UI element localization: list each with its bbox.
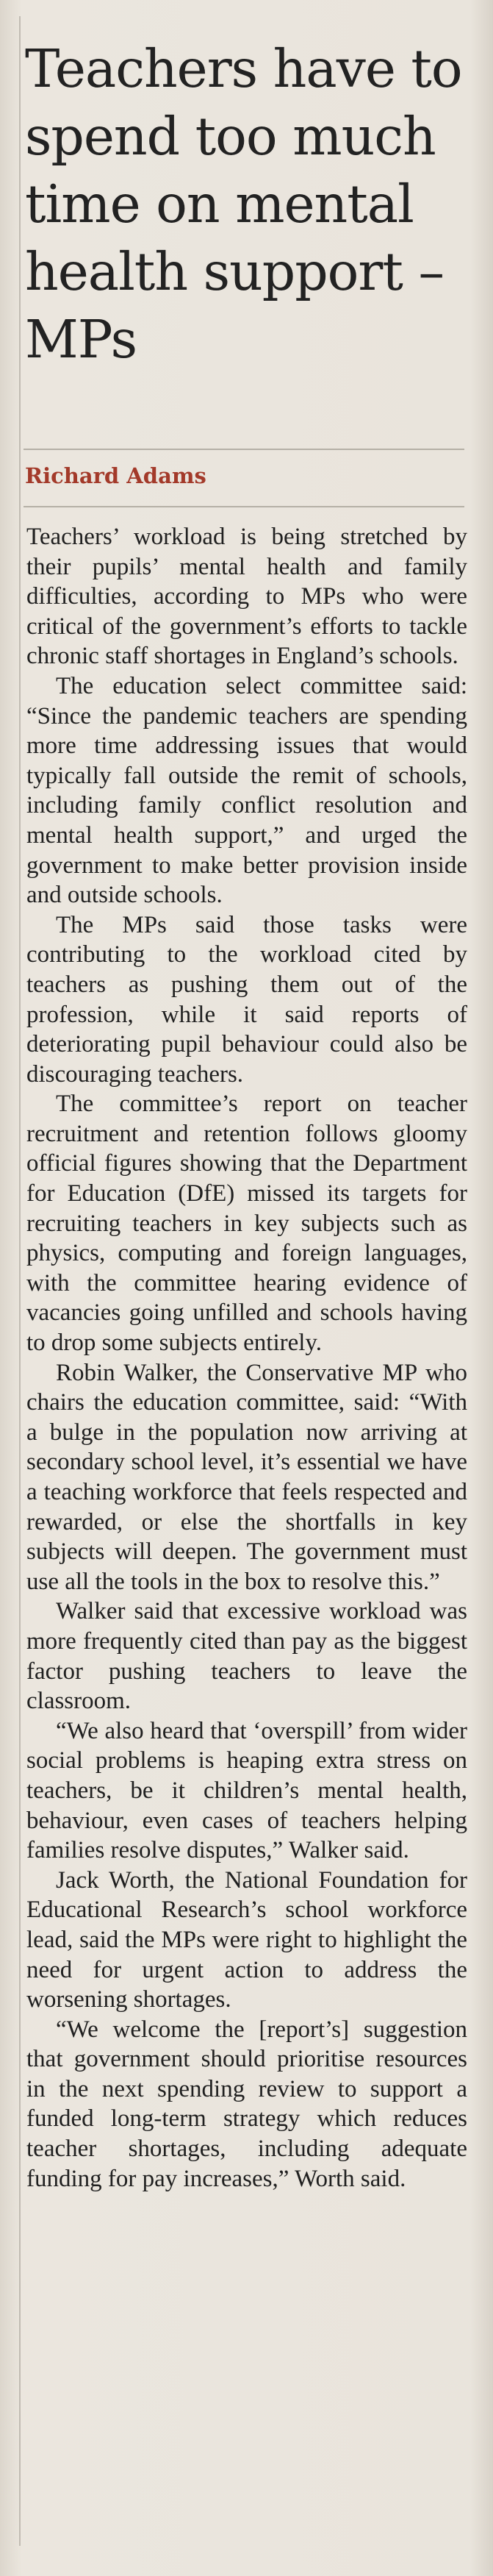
article-paragraph: Robin Walker, the Conservative MP who chairs the education committee, said: “With a bulge in the population now arriving at secondary school level, it’s essential we have a teaching workforce that feels respected and rewarded, or else the shortfalls in key subjects will deepen. The government must use all the tools in the box to resolve this.” [26,1359,467,1595]
article-paragraph: Jack Worth, the National Foundation for Educational Research’s school workforce lead, said the MPs were right to highlight the need for urgent action to address the worsening shortages. [26,1866,467,2013]
article-paragraph: Teachers’ workload is being stretched by their pupils’ mental health and family difficulties, according to MPs who were critical of the government’s efforts to tackle chronic staff shortages in England’s schools. [26,524,467,670]
column-rule [19,16,21,2546]
article-body [26,522,467,2194]
article-paragraph: “We also heard that ‘overspill’ from wider social problems is heaping extra stress on teachers, be it children’s mental health, behaviour, even cases of teachers helping families resolve disputes,” Walker said. [26,1717,467,1864]
article-paragraph: The MPs said those tasks were contributing to the workload cited by teachers as pushing them out of the profession, while it said reports of deteriorating pupil behaviour could also be discouraging teachers. [26,911,467,1088]
article-paragraph: “We welcome the [report’s] suggestion that government should prioritise resources in the next spending review to support a funded long-term strategy which reduces teacher shortages, including adequate funding for pay increases,” Worth said. [26,2016,467,2192]
article-byline: Richard Adams [25,463,206,488]
article-paragraph: The education select committee said: “Since the pandemic teachers are spending more time addressing issues that would typically fall outside the remit of schools, including family conflict resolution and mental health support,” and urged the government to make better provision inside and outside schools. [26,672,467,909]
article-paragraph: Walker said that excessive workload was more frequently cited than pay as the biggest factor pushing teachers to leave the classroom. [26,1598,467,1715]
byline-divider [24,506,464,507]
article-paragraph: The committee’s report on teacher recruitment and retention follows gloomy official figures showing that the Department for Education (DfE) missed its targets for recruiting teachers in key subjects such as physics, computing and foreign languages, with the committee hearing evidence of vacancies going unfilled and schools having to drop some subjects entirely. [26,1091,467,1357]
headline-divider [24,449,464,450]
article-headline: Teachers have to spend too much time on mental health support – MPs [25,38,462,370]
